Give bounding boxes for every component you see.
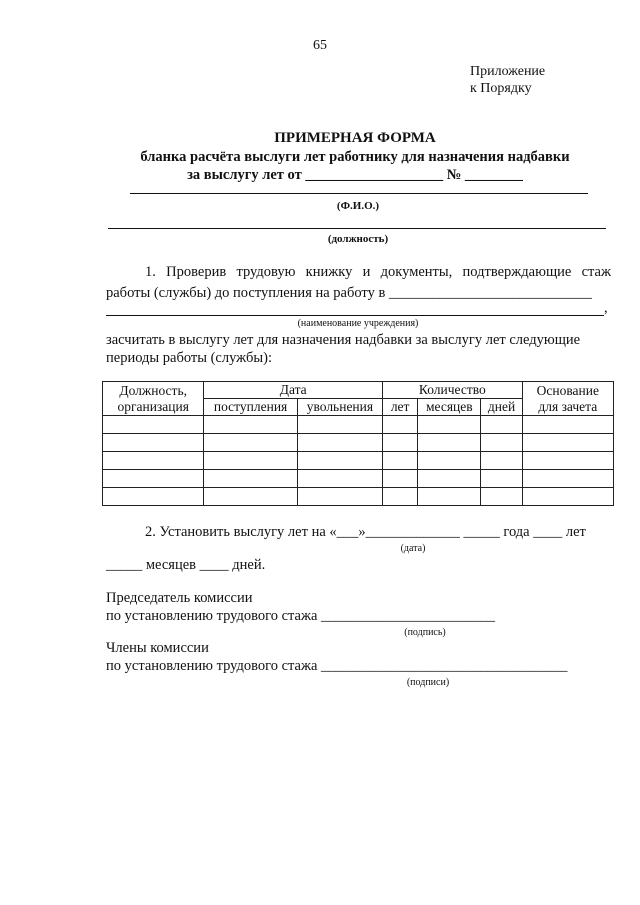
date-caption: (дата) (400, 543, 426, 554)
chairman-label: Председатель комиссии (106, 590, 253, 606)
paragraph-1-line-4: засчитать в выслугу лет для назначения надбавки за выслугу лет следующие (106, 332, 581, 348)
form-subtitle: бланка расчёта выслуги лет работнику для назначения надбавки (140, 149, 570, 165)
institution-line[interactable] (106, 315, 604, 316)
members-signature-line: по установлению трудового стажа __________________________________ (106, 658, 568, 674)
appendix-label: Приложение (470, 64, 546, 79)
subheader-end: увольнения (297, 399, 382, 416)
header-basis-line1: Основание (536, 382, 599, 398)
position-caption: (должность) (327, 233, 389, 245)
table-row (103, 434, 614, 452)
form-subtitle-date-line: за выслугу лет от ___________________ № ________ (187, 167, 523, 183)
fio-line[interactable] (130, 193, 588, 194)
page-number: 65 (313, 38, 327, 53)
form-title: ПРИМЕРНАЯ ФОРМА (274, 130, 436, 146)
subheader-days: дней (481, 399, 522, 416)
paragraph-1-line-2: работы (службы) до поступления на работу в ____________________________ (106, 285, 592, 301)
table-row (103, 416, 614, 434)
subheader-years: лет (383, 399, 418, 416)
institution-comma: , (604, 300, 608, 316)
header-quantity: Количество (383, 382, 523, 399)
paragraph-1-line-5: периоды работы (службы): (106, 350, 272, 366)
table-row (103, 452, 614, 470)
header-date: Дата (204, 382, 383, 399)
table-row (103, 488, 614, 506)
members-label: Члены комиссии (106, 640, 209, 656)
appendix-reference: к Порядку (470, 81, 532, 96)
service-periods-table (102, 381, 614, 506)
chairman-signature-caption: (подпись) (404, 627, 446, 638)
paragraph-2-line-2: _____ месяцев ____ дней. (106, 557, 266, 573)
members-signature-caption: (подписи) (406, 677, 450, 688)
institution-caption: (наименование учреждения) (297, 318, 419, 329)
paragraph-2-line-1: 2. Установить выслугу лет на «___»_____________ _____ года ____ лет (145, 524, 586, 540)
position-line[interactable] (108, 228, 606, 229)
table-row (103, 470, 614, 488)
header-position (103, 382, 204, 416)
header-basis (522, 382, 613, 416)
header-basis-line2: для зачета (538, 398, 598, 414)
subheader-months: месяцев (418, 399, 481, 416)
chairman-signature-line: по установлению трудового стажа ________________________ (106, 608, 496, 624)
paragraph-1-line-1: 1. Проверив трудовую книжку и документы, подтверждающие стаж (145, 264, 611, 280)
fio-caption: (Ф.И.О.) (336, 200, 380, 212)
subheader-start: поступления (204, 399, 297, 416)
header-organization: организация (117, 398, 189, 414)
header-position-line1: Должность, (119, 382, 187, 398)
